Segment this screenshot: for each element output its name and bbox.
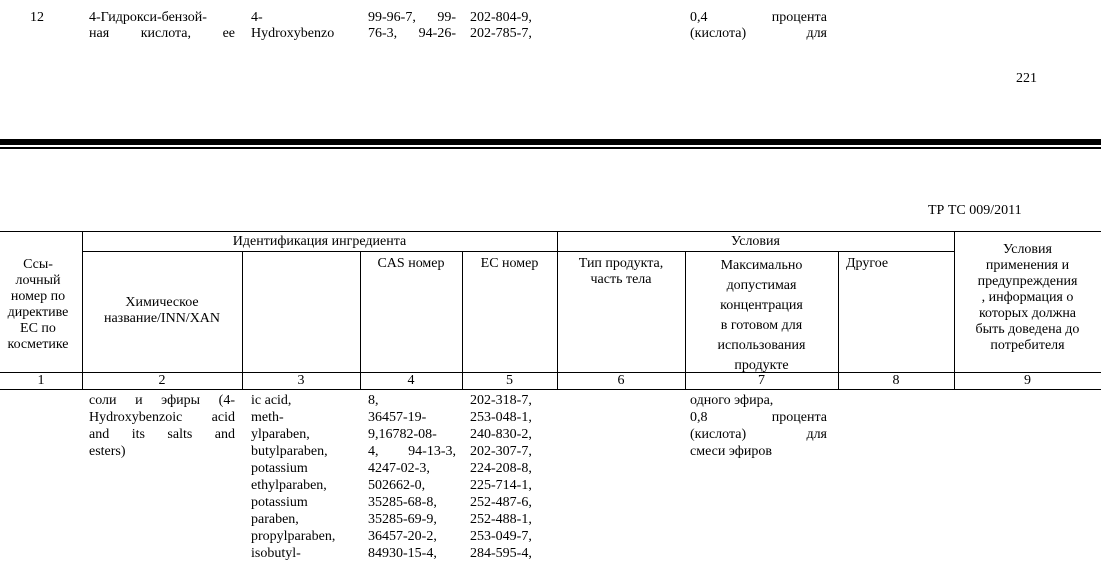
header-line: лочный: [15, 273, 61, 288]
header-line: ЕС по: [20, 321, 56, 336]
page-separator-thin: [0, 147, 1101, 149]
cell-line: esters): [89, 444, 126, 459]
header-cas: CAS номер: [377, 256, 445, 271]
grid-line: [0, 231, 1101, 232]
header-chem-name: [82, 295, 242, 327]
cell-line: 0,8 процента: [690, 410, 827, 425]
cell-line: 9,16782-08-: [368, 427, 437, 442]
prev-inn: [251, 10, 361, 42]
row-ec: [470, 392, 555, 562]
cell-line: (кислота) для: [690, 427, 827, 442]
cell-line: 252-487-6,: [470, 495, 532, 510]
cell-line: 224-208-8,: [470, 461, 532, 476]
column-number: 9: [1024, 373, 1031, 388]
header-other: Другое: [846, 256, 889, 271]
page-separator-thick: [0, 139, 1101, 145]
cell-line: соли и эфиры (4-: [89, 393, 235, 408]
prev-chem-name-line: 4-Гидрокси-бензой-: [89, 10, 207, 25]
header-line: директиве: [7, 305, 69, 320]
cell-line: and its salts and: [89, 427, 235, 442]
grid-line: [838, 251, 839, 389]
header-line: Химическое: [125, 295, 199, 310]
cell-line: 240-830-2,: [470, 427, 532, 442]
cell-line: 35285-68-8,: [368, 495, 437, 510]
prev-row-number: 12: [30, 10, 44, 25]
prev-cas-line: 76-3, 94-26-: [368, 26, 456, 41]
cell-line: ic acid,: [251, 393, 292, 408]
cell-line: potassium: [251, 495, 308, 510]
header-max-conc: [685, 256, 838, 376]
column-number: 1: [37, 373, 45, 388]
prev-max-conc-line: (кислота) для: [690, 26, 827, 41]
prev-max-conc: [690, 10, 827, 42]
document-code: ТР ТС 009/2011: [928, 203, 1022, 218]
cell-line: ethylparaben,: [251, 478, 327, 493]
column-number: 5: [506, 373, 513, 388]
column-number: 4: [407, 373, 415, 388]
prev-chem-name-line: ная кислота, ее: [89, 26, 235, 41]
cell-line: 284-595-4,: [470, 546, 532, 561]
cell-line: одного эфира,: [690, 393, 774, 408]
cell-line: 4, 94-13-3,: [368, 444, 456, 459]
cell-line: ylparaben,: [251, 427, 310, 442]
prev-ec-line: 202-804-9,: [470, 10, 532, 25]
cell-line: смеси эфиров: [690, 444, 772, 459]
header-line: Условия: [1003, 242, 1052, 257]
header-line: продукте: [734, 358, 789, 373]
row-max-conc: [690, 392, 827, 460]
grid-line: [557, 231, 558, 389]
cell-line: 225-714-1,: [470, 478, 532, 493]
cell-line: paraben,: [251, 512, 299, 527]
cell-line: 36457-19-: [368, 410, 427, 425]
grid-line: [242, 251, 243, 389]
prev-ec-line: 202-785-7,: [470, 26, 532, 41]
header-line: номер по: [10, 289, 66, 304]
cell-line: butylparaben,: [251, 444, 328, 459]
row-chem-name: [89, 392, 235, 460]
prev-max-conc-line: 0,4 процента: [690, 10, 827, 25]
column-number: 8: [892, 373, 900, 388]
cell-line: 8,: [368, 393, 379, 408]
cell-line: meth-: [251, 410, 284, 425]
header-identification: Идентификация ингредиента: [232, 234, 407, 249]
header-line: допустимая: [726, 278, 797, 293]
header-line: Тип продукта,: [578, 256, 664, 271]
header-line: косметике: [7, 337, 69, 352]
cell-line: 35285-69-9,: [368, 512, 437, 527]
prev-ec: [470, 10, 555, 42]
prev-inn-line: 4-: [251, 10, 263, 25]
header-ec: ЕС номер: [480, 256, 539, 271]
prev-chem-name: [89, 10, 235, 42]
cell-line: potassium: [251, 461, 308, 476]
header-line: в готовом для: [720, 318, 803, 333]
header-line: концентрация: [720, 298, 803, 313]
header-conditions: Условия: [731, 234, 780, 249]
cell-line: propylparaben,: [251, 529, 336, 544]
prev-inn-line: Hydroxybenzo: [251, 26, 335, 41]
cell-line: isobutyl-: [251, 546, 301, 561]
cell-line: 502662-0,: [368, 478, 426, 493]
column-number: 7: [758, 373, 765, 388]
header-line: , информация о: [981, 290, 1074, 305]
grid-line: [82, 251, 954, 252]
header-line: которых должна: [978, 306, 1077, 321]
cell-line: Hydroxybenzoic acid: [89, 410, 235, 425]
header-product-type: [557, 256, 685, 288]
cell-line: 4247-02-3,: [368, 461, 430, 476]
header-line: часть тела: [590, 272, 652, 287]
cell-line: 84930-15-4,: [368, 546, 437, 561]
header-line: быть доведена до: [975, 322, 1080, 337]
header-line: использования: [717, 338, 806, 353]
row-cas: [368, 392, 456, 562]
prev-cas: [368, 10, 456, 42]
header-line: предупреждения: [977, 274, 1078, 289]
page-number: 221: [1016, 71, 1037, 86]
header-line: применения и: [985, 258, 1070, 273]
header-line: Максимально: [720, 258, 803, 273]
cell-line: 253-048-1,: [470, 410, 532, 425]
header-line: Ссы-: [23, 257, 53, 272]
header-line: потребителя: [990, 338, 1065, 353]
column-number: 6: [617, 373, 625, 388]
cell-line: 253-049-7,: [470, 529, 532, 544]
row-inn: [251, 392, 359, 562]
header-usage-conditions: [954, 242, 1101, 354]
column-number: 3: [297, 373, 305, 388]
header-line: название/INN/XAN: [103, 311, 221, 326]
cell-line: 202-307-7,: [470, 444, 532, 459]
cell-line: 36457-20-2,: [368, 529, 437, 544]
header-ref-number: [0, 257, 82, 353]
grid-line: [0, 389, 1101, 390]
cell-line: 252-488-1,: [470, 512, 532, 527]
column-number: 2: [158, 373, 166, 388]
prev-cas-line: 99-96-7, 99-: [368, 10, 456, 25]
cell-line: 202-318-7,: [470, 393, 532, 408]
